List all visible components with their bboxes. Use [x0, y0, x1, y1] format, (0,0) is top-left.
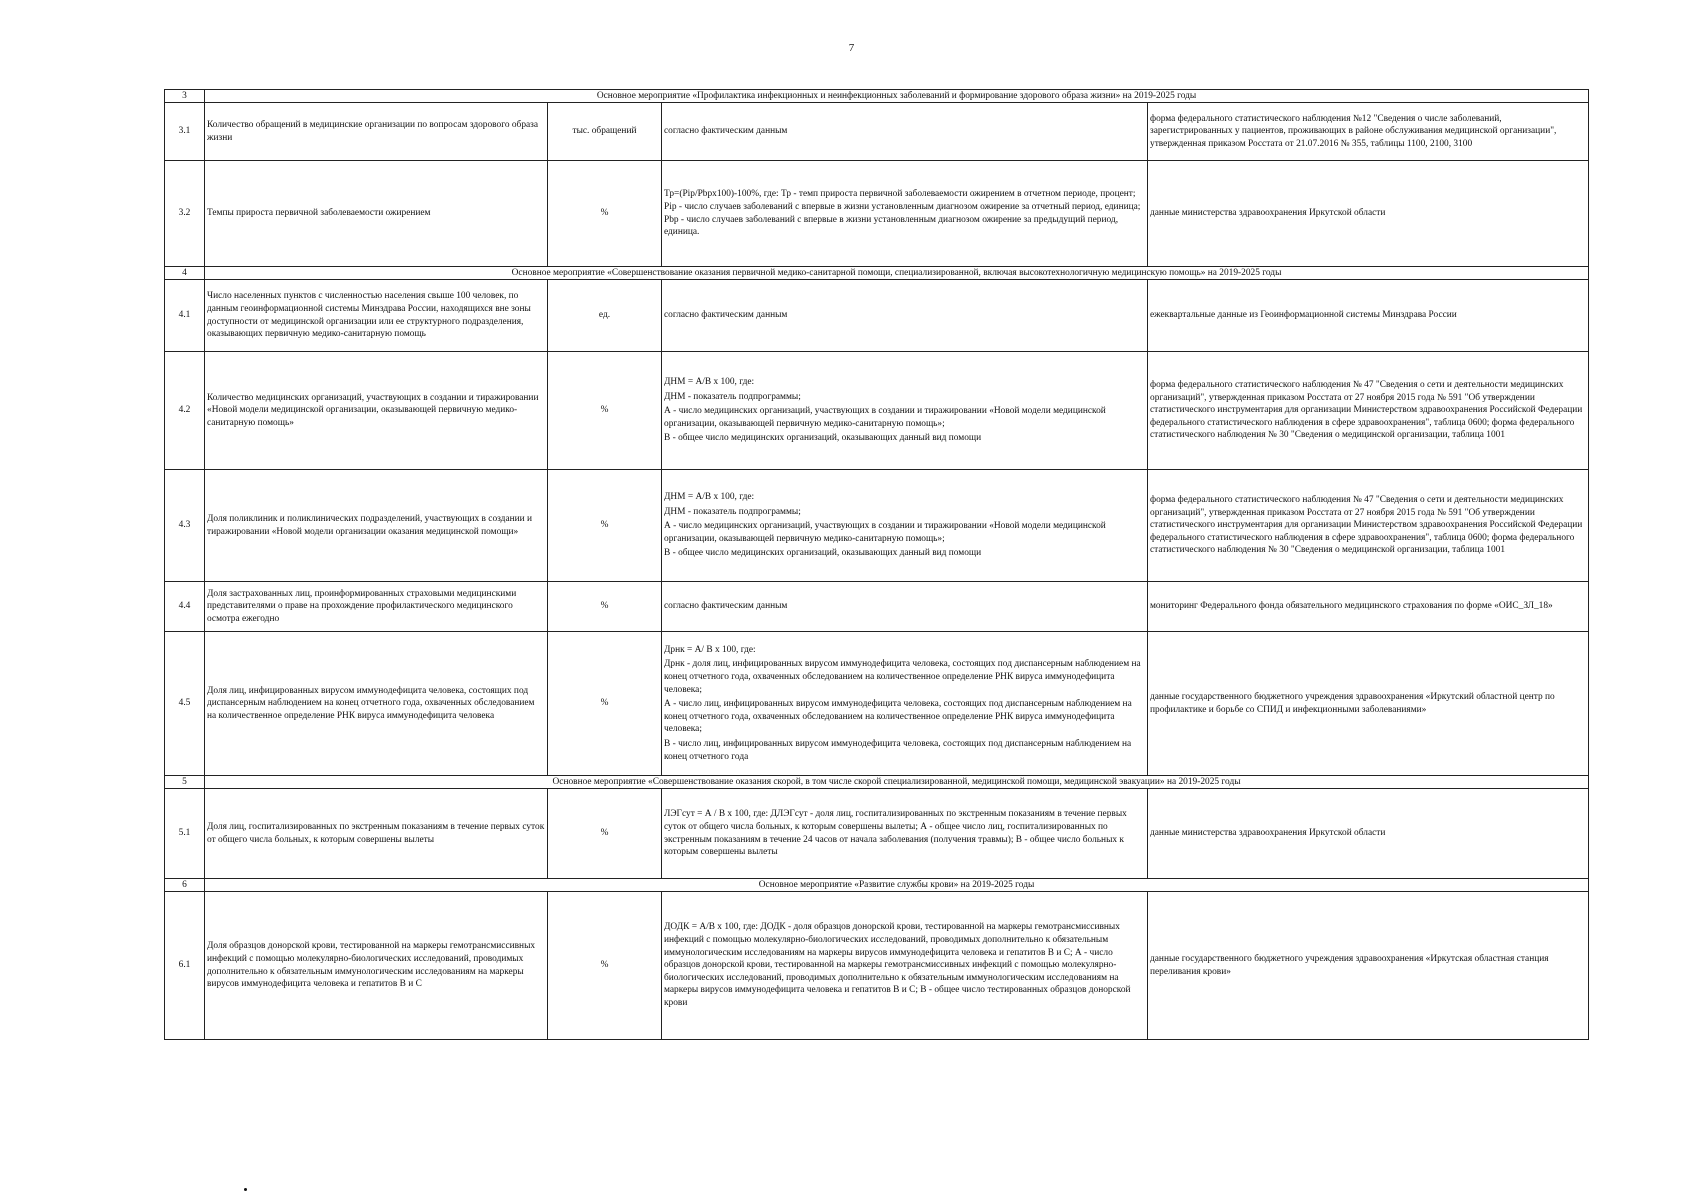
table-row: [165, 352, 1589, 470]
formula-line: ДОДК = А/В х 100, где: ДОДК - доля образцов донорской крови, тестированной на маркеры гемотрансмиссивных инфекций с помощью молекулярно-биологических исследований, проводимых дополнительно к обязательным иммунологическим исследованиям на маркеры вирусов иммунодефицита человека и гепатитов В и С; А - число образцов донорской крови, тестированной на маркеры гемотрансмиссивных инфекций с помощью молекулярно-биологических исследований, проводимых дополнительно к обязательным иммунологическим исследованиям на маркеры вирусов иммунодефицита человека и гепатитов В и С; В - общее число тестированных образцов донорской крови: [664, 922, 1131, 1008]
table-row: [165, 632, 1589, 776]
unit-cell: ед.: [548, 280, 662, 352]
source-cell: форма федерального статистического наблюдения № 47 "Сведения о сети и деятельности медицинских организаций", утвержденная приказом Росстата от 27 ноября 2015 года № 591 "Об утверждении статистического инструментария для организации Министерством здравоохранения Российской Федерации федерального статистического наблюдения в сфере здравоохранения", таблица 0600; форма федерального статистического наблюдения № 30 "Сведения о медицинской организации, таблица 1001: [1148, 352, 1589, 470]
indicator-name: Доля поликлиник и поликлинических подразделений, участвующих в создании и тиражировании «Новой модели организации оказания медицинской помощи»: [205, 470, 548, 582]
source-cell: данные государственного бюджетного учреждения здравоохранения «Иркутский областной центр по профилактике и борьбе со СПИД и инфекционными заболеваниями»: [1148, 632, 1589, 776]
indicator-name: Доля образцов донорской крови, тестированной на маркеры гемотрансмиссивных инфекций с помощью молекулярно-биологических исследований, проводимых дополнительно к обязательным иммунологическим исследованиям на маркеры вирусов иммунодефицита человека и гепатитов В и С: [205, 892, 548, 1040]
formula-cell: [662, 161, 1148, 267]
unit-cell: тыс. обращений: [548, 103, 662, 161]
unit-cell: %: [548, 632, 662, 776]
formula-cell: [662, 632, 1148, 776]
source-cell: данные министерства здравоохранения Иркутской области: [1148, 789, 1589, 879]
table-row: [165, 582, 1589, 632]
row-number: 4.3: [165, 470, 205, 582]
indicator-name: Число населенных пунктов с численностью населения свыше 100 человек, по данным геоинформационной системы Минздрава России, находящихся вне зоны доступности от медицинской организации или ее структурного подразделения, оказывающих первичную медико-санитарную помощь: [205, 280, 548, 352]
row-number: 3.2: [165, 161, 205, 267]
formula-cell: [662, 582, 1148, 632]
page-number: 7: [848, 42, 855, 54]
section-number: 4: [165, 267, 205, 280]
row-number: 6.1: [165, 892, 205, 1040]
row-number: 4.5: [165, 632, 205, 776]
table-row: [165, 789, 1589, 879]
formula-line: ДНМ - показатель подпрограммы;: [664, 391, 801, 402]
row-number: 5.1: [165, 789, 205, 879]
row-number: 4.2: [165, 352, 205, 470]
formula-line: А - число медицинских организаций, участвующих в создании и тиражировании «Новой модели медицинской организации, оказывающей первичную медико-санитарную помощь»;: [664, 406, 1106, 429]
formula-line: согласно фактическим данным: [664, 601, 788, 612]
section-title: Основное мероприятие «Профилактика инфекционных и неинфекционных заболеваний и формирование здорового образа жизни» на 2019-2025 годы: [205, 90, 1589, 103]
formula-line: ЛЭГсут = А / В х 100, где: ДЛЭГсут - доля лиц, госпитализированных по экстренным показаниям в течение первых суток от общего числа больных, к которым совершены вылеты; А - общее число лиц, госпитализированных по экстренным показаниям в течение 24 часов от начала заболевания (получения травмы); В - общее число больных к которым совершены вылеты: [664, 809, 1127, 858]
formula-line: ДНМ = А/В х 100, где:: [664, 377, 755, 388]
source-cell: данные министерства здравоохранения Иркутской области: [1148, 161, 1589, 267]
unit-cell: %: [548, 470, 662, 582]
formula-cell: [662, 470, 1148, 582]
formula-line: Тр=(Pip/Pbpx100)-100%, где: Тр - темп прироста первичной заболеваемости ожирением в отчетном периоде, процент; Pip - число случаев заболеваний с впервые в жизни установленным диагнозом ожирение за отчетный период, единица; Pbp - число случаев заболеваний с впервые в жизни установленным диагнозом ожирение за предыдущий период, единица.: [664, 189, 1141, 238]
formula-line: А - число лиц, инфицированных вирусом иммунодефицита человека, состоящих под диспансерным наблюдением на конец отчетного года, охваченных обследованием на количественное определение РНК вируса иммунодефицита человека;: [664, 699, 1132, 735]
indicators-table: [164, 89, 1589, 1040]
scan-dot: [244, 1188, 247, 1191]
section-title: Основное мероприятие «Совершенствование оказания скорой, в том числе скорой специализированной, медицинской помощи, медицинской эвакуации» на 2019-2025 годы: [205, 776, 1589, 789]
indicator-name: Темпы прироста первичной заболеваемости ожирением: [205, 161, 548, 267]
formula-line: согласно фактическим данным: [664, 126, 788, 137]
formula-line: согласно фактическим данным: [664, 310, 788, 321]
formula-cell: [662, 103, 1148, 161]
indicator-name: Количество медицинских организаций, участвующих в создании и тиражировании «Новой модели медицинской организации, оказывающей первичную медико-санитарную помощь»: [205, 352, 548, 470]
formula-line: ДНМ = А/В х 100, где:: [664, 492, 755, 503]
section-number: 5: [165, 776, 205, 789]
unit-cell: %: [548, 161, 662, 267]
section-row: [165, 879, 1589, 892]
section-row: [165, 267, 1589, 280]
table-row: [165, 892, 1589, 1040]
unit-cell: %: [548, 582, 662, 632]
indicators-table-body: [165, 90, 1589, 1040]
indicator-name: Доля лиц, инфицированных вирусом иммунодефицита человека, состоящих под диспансерным наблюдением на конец отчетного года, охваченных обследованием на количественное определение РНК вируса иммунодефицита человека: [205, 632, 548, 776]
table-row: [165, 161, 1589, 267]
source-cell: данные государственного бюджетного учреждения здравоохранения «Иркутская областная станция переливания крови»: [1148, 892, 1589, 1040]
formula-line: ДНМ - показатель подпрограммы;: [664, 506, 801, 517]
source-cell: ежеквартальные данные из Геоинформационной системы Минздрава России: [1148, 280, 1589, 352]
formula-cell: [662, 892, 1148, 1040]
table-row: [165, 103, 1589, 161]
indicator-name: Доля лиц, госпитализированных по экстренным показаниям в течение первых суток от общего числа больных, к которым совершены вылеты: [205, 789, 548, 879]
indicator-name: Количество обращений в медицинские организации по вопросам здорового образа жизни: [205, 103, 548, 161]
formula-cell: [662, 789, 1148, 879]
source-cell: форма федерального статистического наблюдения № 47 "Сведения о сети и деятельности медицинских организаций", утвержденная приказом Росстата от 27 ноября 2015 года № 591 "Об утверждении статистического инструментария для организации Министерством здравоохранения Российской Федерации федерального статистического наблюдения в сфере здравоохранения", таблица 0600; форма федерального статистического наблюдения № 30 "Сведения о медицинской организации, таблица 1001: [1148, 470, 1589, 582]
row-number: 3.1: [165, 103, 205, 161]
formula-cell: [662, 352, 1148, 470]
table-row: [165, 470, 1589, 582]
formula-line: А - число медицинских организаций, участвующих в создании и тиражировании «Новой модели медицинской организации, оказывающей первичную медико-санитарную помощь»;: [664, 521, 1106, 544]
unit-cell: %: [548, 892, 662, 1040]
section-title: Основное мероприятие «Развитие службы крови» на 2019-2025 годы: [205, 879, 1589, 892]
section-row: [165, 776, 1589, 789]
indicator-name: Доля застрахованных лиц, проинформированных страховыми медицинскими представителями о праве на прохождение профилактического медицинского осмотра ежегодно: [205, 582, 548, 632]
formula-line: В - число лиц, инфицированных вирусом иммунодефицита человека, состоящих под диспансерным наблюдением на конец отчетного года: [664, 738, 1132, 762]
formula-line: В - общее число медицинских организаций, оказывающих данный вид помощи: [664, 548, 982, 559]
section-title: Основное мероприятие «Совершенствование оказания первичной медико-санитарной помощи, специализированной, включая высокотехнологичную медицинскую помощь» на 2019-2025 годы: [205, 267, 1589, 280]
formula-cell: [662, 280, 1148, 352]
formula-line: Дрнк = А/ В х 100, где:: [664, 644, 756, 655]
unit-cell: %: [548, 789, 662, 879]
section-number: 6: [165, 879, 205, 892]
formula-line: Дрнк - доля лиц, инфицированных вирусом иммунодефицита человека, состоящих под диспансерным наблюдением на конец отчетного года, охваченных обследованием на количественное определение РНК вируса иммунодефицита человека;: [664, 659, 1141, 695]
formula-line: В - общее число медицинских организаций, оказывающих данный вид помощи: [664, 433, 982, 444]
source-cell: мониторинг Федерального фонда обязательного медицинского страхования по форме «ОИС_ЗЛ_18»: [1148, 582, 1589, 632]
row-number: 4.4: [165, 582, 205, 632]
source-cell: форма федерального статистического наблюдения №12 "Сведения о числе заболеваний, зарегистрированных у пациентов, проживающих в районе обслуживания медицинской организации", утвержденная приказом Росстата от 21.07.2016 № 355, таблицы 1100, 2100, 3100: [1148, 103, 1589, 161]
section-number: 3: [165, 90, 205, 103]
row-number: 4.1: [165, 280, 205, 352]
section-row: [165, 90, 1589, 103]
unit-cell: %: [548, 352, 662, 470]
table-row: [165, 280, 1589, 352]
